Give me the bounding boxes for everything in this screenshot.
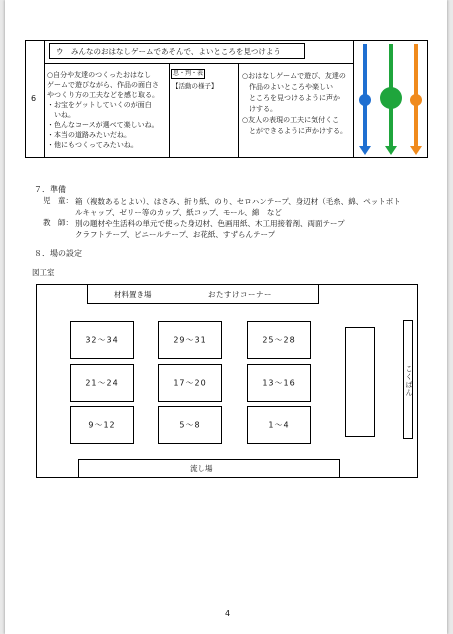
children-line: 箱（複数あるとよい）、はさみ、折り紙、のり、セロハンテープ、身辺材（毛糸、綿、ペットボト xyxy=(75,197,401,206)
orange-arrow xyxy=(410,44,422,155)
green-arrow-node xyxy=(380,87,402,109)
teacher-label: 教 師： xyxy=(43,218,73,227)
eval-note: 【活動の様子】 xyxy=(172,82,218,90)
group-label: 5～8 xyxy=(179,420,201,430)
orange-arrow-node xyxy=(410,94,422,106)
children-materials xyxy=(75,196,401,218)
side-table xyxy=(345,327,375,437)
eval-tag: 思・判・表 xyxy=(173,70,204,77)
support-line: ○友人の表現の工夫に気付くこ xyxy=(242,116,340,124)
group-label: 29～31 xyxy=(173,335,207,345)
progress-arrows xyxy=(353,42,427,156)
goal-text: ウ みんなのおはなしゲームであそんで、よいところを見つけよう xyxy=(56,47,281,56)
children-label: 児 童： xyxy=(43,196,73,205)
green-arrow-head xyxy=(385,146,397,155)
teacher-line: クラフトテープ、ビニールテープ、お花紙、すずらんテープ xyxy=(75,230,276,239)
group-table xyxy=(247,364,311,402)
blackboard xyxy=(403,320,413,439)
activity-line: やつくり方の工夫などを感じ取る。 xyxy=(47,91,159,99)
sink-area xyxy=(78,459,340,478)
activity-line: ・お宝をゲットしていくのが面白 xyxy=(47,101,152,109)
teacher-materials xyxy=(75,218,345,240)
sink-label: 流し場 xyxy=(190,464,213,473)
group-label: 32～34 xyxy=(85,335,119,345)
support-line: けする。 xyxy=(242,105,277,113)
group-table xyxy=(247,321,311,359)
support-line: ところを見つけるように声か xyxy=(242,94,340,102)
activity-line: いね。 xyxy=(47,111,75,119)
room-label: 図工室 xyxy=(32,268,55,277)
group-label: 21～24 xyxy=(85,378,119,388)
blue-arrow xyxy=(359,44,371,155)
group-table xyxy=(70,406,134,444)
group-label: 13～16 xyxy=(262,378,296,388)
group-table xyxy=(158,321,222,359)
materials-label: 材料置き場 xyxy=(114,290,152,299)
support-cell xyxy=(242,71,352,137)
activity-line: ゲームで遊びながら、作品の面白さ xyxy=(47,81,159,89)
group-table xyxy=(70,321,134,359)
support-line: 作品のよいところや楽しい xyxy=(242,83,333,91)
orange-arrow-head xyxy=(410,146,422,155)
green-arrow xyxy=(380,44,402,155)
support-line: とができるように声かけする。 xyxy=(242,127,347,135)
group-label: 1～4 xyxy=(268,420,290,430)
support-line: ○おはなしゲームで遊び、友達の xyxy=(242,72,346,80)
group-table xyxy=(158,406,222,444)
venue-heading: ８．場の設定 xyxy=(34,249,82,258)
group-label: 9～12 xyxy=(88,420,116,430)
prep-heading: ７．準備 xyxy=(34,185,66,194)
teacher-line: 別の題材や生活科の単元で使った身辺材、色画用紙、木工用接着剤、両面テープ xyxy=(75,219,345,228)
group-table xyxy=(70,364,134,402)
children-line: ルキャップ、ゼリー等のカップ、紙コップ、モール、綿 など xyxy=(75,208,282,217)
activity-line: ・本当の道路みたいだね。 xyxy=(47,131,131,139)
group-label: 17～20 xyxy=(173,378,207,388)
activity-line: ・他にもつくってみたいね。 xyxy=(47,141,138,149)
group-table xyxy=(158,364,222,402)
activity-line: ○自分や友達のつくったおはなし xyxy=(47,71,151,79)
row-number: 6 xyxy=(31,94,37,103)
group-table xyxy=(247,406,311,444)
materials-area xyxy=(87,284,319,304)
blackboard-label: こくばん xyxy=(405,365,413,397)
helper-label: おたすけコーナー xyxy=(208,290,272,299)
blue-arrow-head xyxy=(359,146,371,155)
goal-box xyxy=(49,43,305,59)
group-label: 25～28 xyxy=(262,335,296,345)
document-page xyxy=(5,0,447,634)
blue-arrow-node xyxy=(359,94,371,106)
activity-cell xyxy=(47,70,167,150)
activity-line: ・色んなコースが選べて楽しいね。 xyxy=(47,121,159,129)
page-number: 4 xyxy=(225,609,231,618)
